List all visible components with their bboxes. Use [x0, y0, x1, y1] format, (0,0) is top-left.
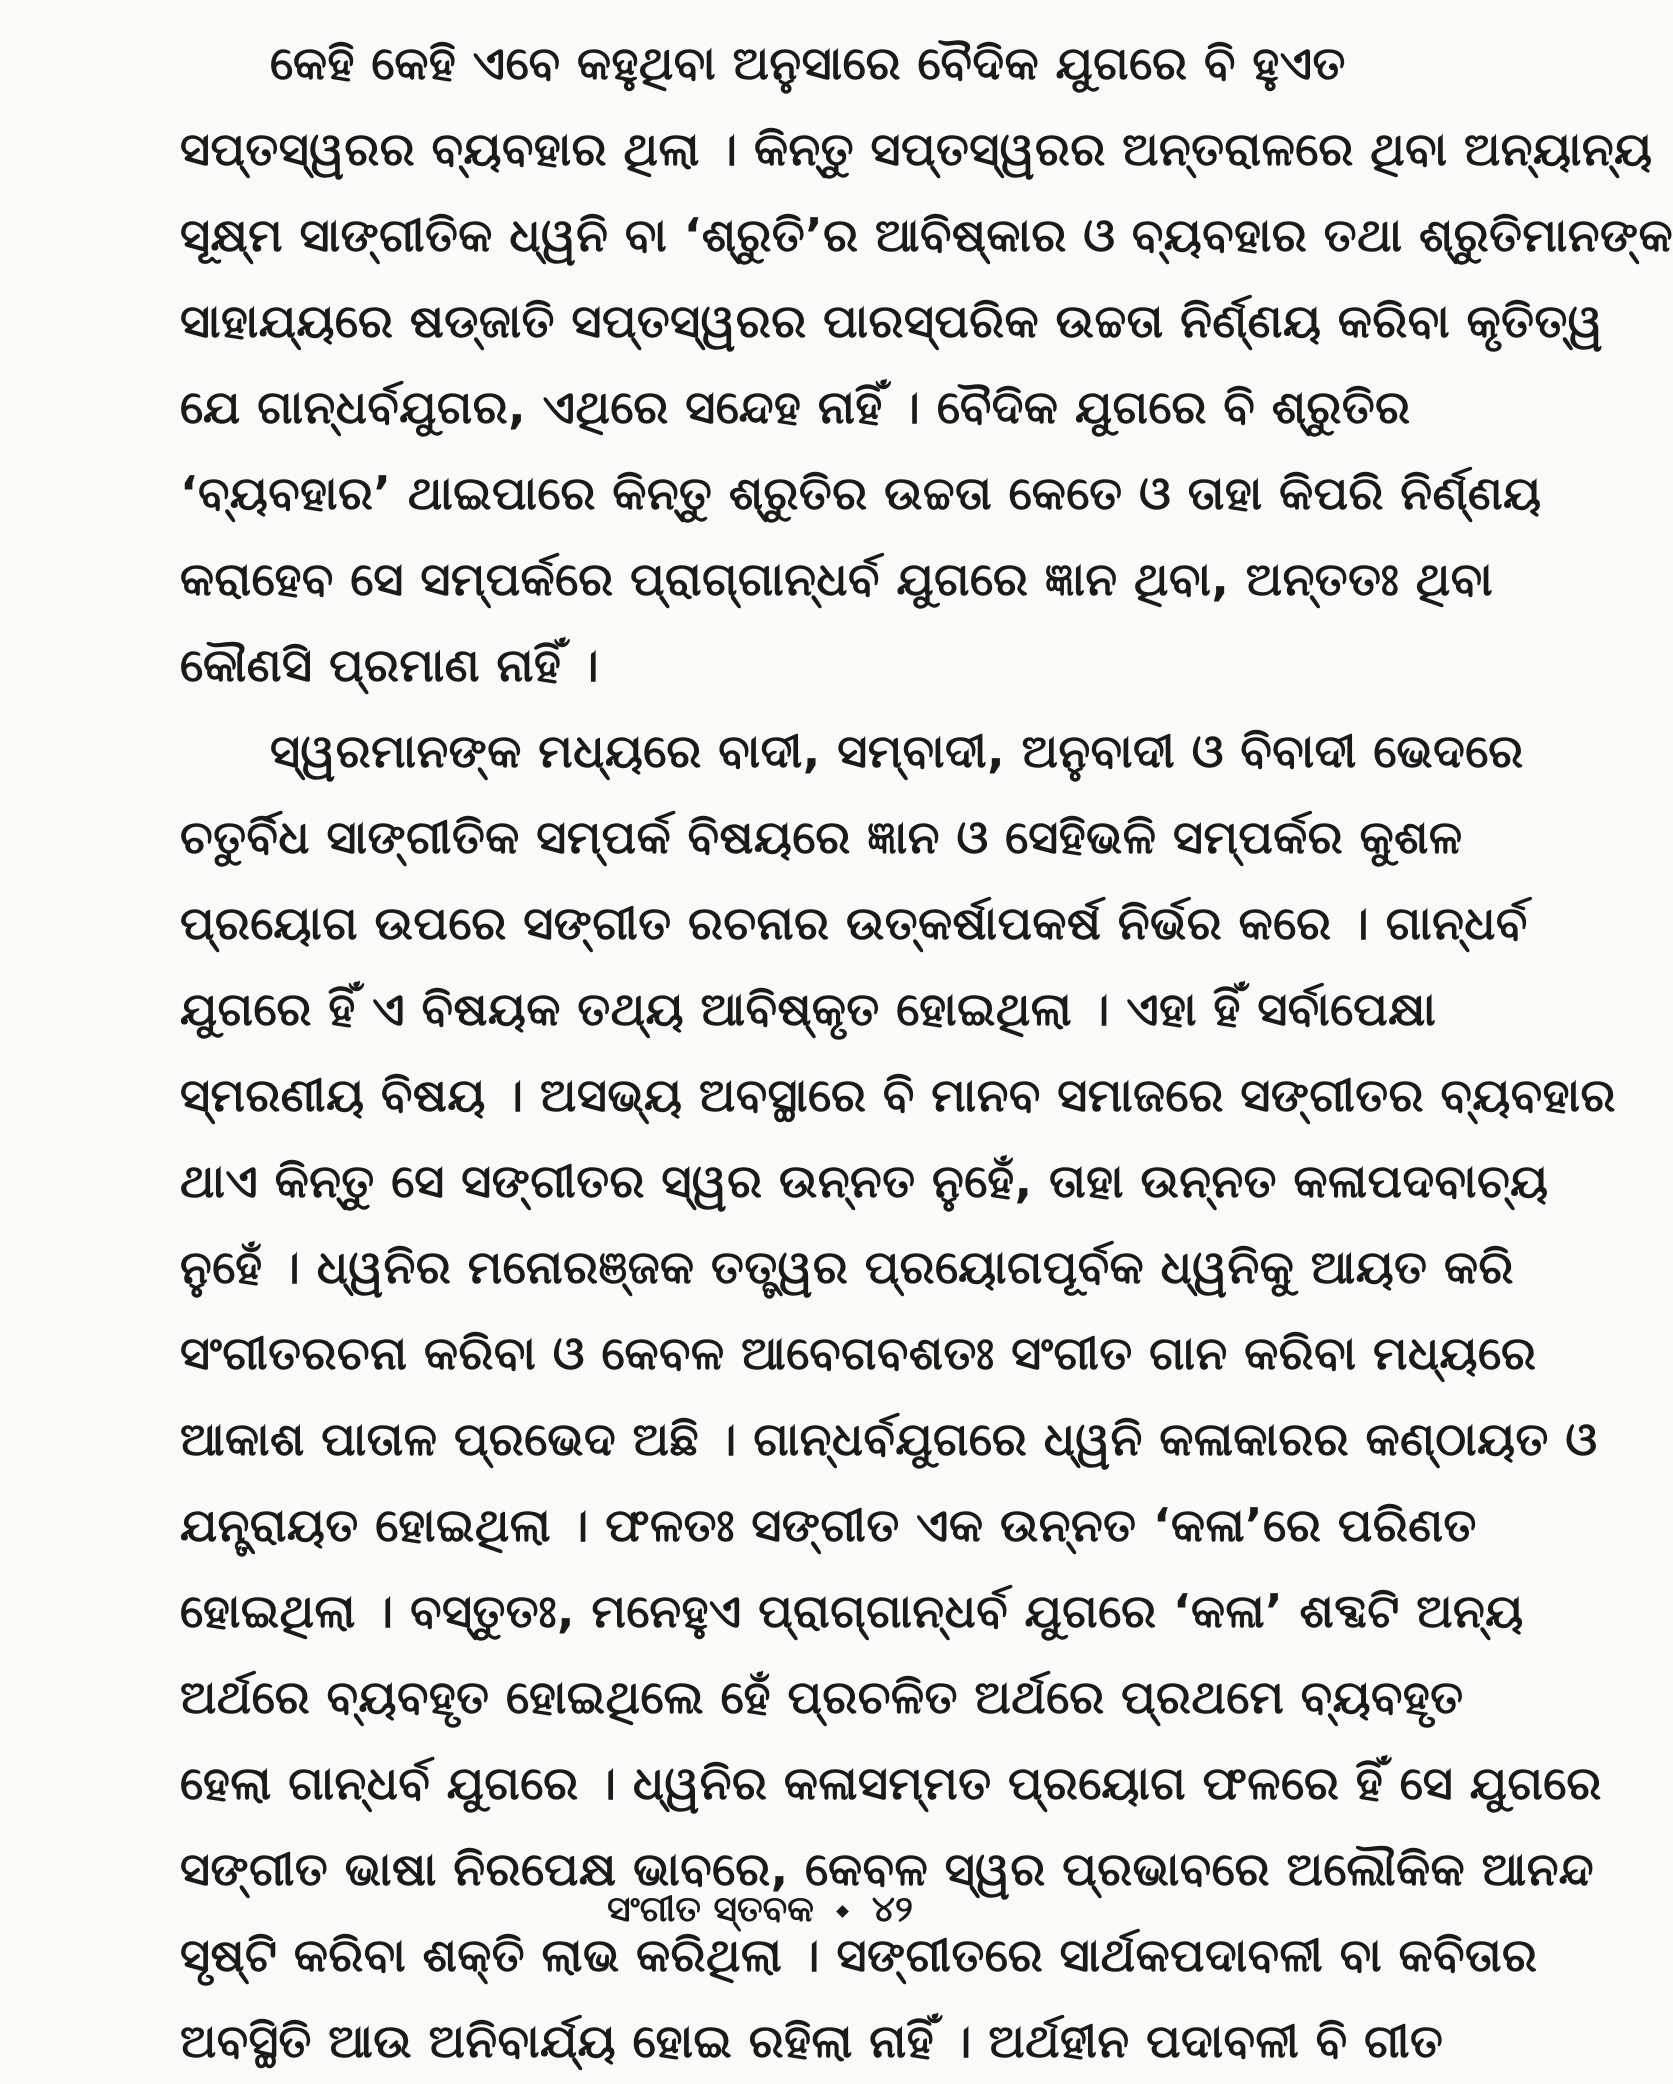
paragraph-1-line-6: ‘ବ୍ୟବହାର’ ଥାଇପାରେ କିନ୍ତୁ ଶ୍ରୁତିର ଉଚ୍ଚତା କେତେ ଓ ତାହା କିପରି ନିର୍ଣ୍ଣୟ — [180, 466, 1542, 520]
paragraph-2-line-8: ସଂଗୀତରଚନା କରିବା ଓ କେବଳ ଆବେଗବଶତଃ ସଂଗୀତ ଗାନ କରିବା ମଧ୍ୟରେ — [180, 1326, 1537, 1380]
paragraph-1-line-2: ସପ୍ତସ୍ୱରର ବ୍ୟବହାର ଥିଲା । କିନ୍ତୁ ସପ୍ତସ୍ୱରର ଅନ୍ତରାଳରେ ଥିବା ଅନ୍ୟାନ୍ୟ — [180, 122, 1653, 176]
diamond-separator-icon — [836, 1905, 849, 1918]
paragraph-2-line-11: ହୋଇଥିଲା । ବସ୍ତୁତଃ, ମନେହୁଏ ପ୍ରାଗ୍‌ଗାନ୍ଧର୍ବ ଯୁଗରେ ‘କଳା’ ଶବ୍ଦଟି ଅନ୍ୟ — [180, 1584, 1524, 1638]
paragraph-2-line-7: ନୁହେଁ । ଧ୍ୱନିର ମନୋରଞ୍ଜକ ତତ୍ତ୍ୱର ପ୍ରୟୋଗପୂର୍ବକ ଧ୍ୱନିକୁ ଆୟତ କରି — [180, 1240, 1514, 1294]
paragraph-2-line-9: ଆକାଶ ପାତାଳ ପ୍ରଭେଦ ଅଛି । ଗାନ୍ଧର୍ବଯୁଗରେ ଧ୍ୱନି କଳାକାରର କଣ୍ଠାୟତ ଓ — [180, 1412, 1598, 1466]
paragraph-2-line-15: ସୃଷ୍ଟି କରିବା ଶକ୍ତି ଲାଭ କରିଥିଲା । ସଙ୍ଗୀତରେ ସାର୍ଥକପଦାବଳୀ ବା କବିତାର — [180, 1928, 1538, 1982]
paragraph-2-line-1: ସ୍ୱରମାନଙ୍କ ମଧ୍ୟରେ ବାଦୀ, ସମ୍ବାଦୀ, ଅନୁବାଦୀ ଓ ବିବାଦୀ ଭେଦରେ — [270, 724, 1524, 778]
paragraph-2-line-16: ଅବସ୍ଥିତି ଆଉ ଅନିବାର୍ଯ୍ୟ ହୋଇ ରହିଲା ନାହିଁ । ଅର୍ଥହୀନ ପଦାବଳୀ ବି ଗୀତ — [180, 2014, 1444, 2068]
page-number: ୪୨ — [871, 1889, 913, 1930]
paragraph-2-line-2: ଚତୁର୍ବିଧ ସାଙ୍ଗୀତିକ ସମ୍ପର୍କ ବିଷୟରେ ଜ୍ଞାନ ଓ ସେହିଭଳି ସମ୍ପର୍କର କୁଶଳ — [180, 810, 1463, 864]
paragraph-2-line-13: ହେଲା ଗାନ୍ଧର୍ବ ଯୁଗରେ । ଧ୍ୱନିର କଳାସମ୍ମତ ପ୍ରୟୋଗ ଫଳରେ ହିଁ ସେ ଯୁଗରେ — [180, 1756, 1602, 1810]
paragraph-1-line-4: ସାହାଯ୍ୟରେ ଷଡ୍‌ଜାତି ସପ୍ତସ୍ୱରର ପାରସ୍ପରିକ ଉଚ୍ଚତା ନିର୍ଣ୍ଣୟ କରିବା କୃତିତ୍ୱ — [180, 294, 1603, 348]
paragraph-2-line-6: ଥାଏ କିନ୍ତୁ ସେ ସଙ୍ଗୀତର ସ୍ୱର ଉନ୍ନତ ନୁହେଁ, ତାହା ଉନ୍ନତ କଳାପଦବାଚ୍ୟ — [180, 1154, 1549, 1208]
footer-book-title: ସଂଗୀତ ସ୍ତବକ — [607, 1889, 814, 1930]
paragraph-1-line-8: କୌଣସି ପ୍ରମାଣ ନାହିଁ । — [180, 638, 600, 692]
paragraph-1-line-7: କରାହେବ ସେ ସମ୍ପର୍କରେ ପ୍ରାଗ୍‌ଗାନ୍ଧର୍ବ ଯୁଗରେ ଜ୍ଞାନ ଥିବା, ଅନ୍ତତଃ ଥିବା — [180, 552, 1494, 606]
paragraph-2-line-10: ଯନ୍ତ୍ରାୟତ ହୋଇଥିଲା । ଫଳତଃ ସଙ୍ଗୀତ ଏକ ଉନ୍ନତ ‘କଳା’ରେ ପରିଣତ — [180, 1498, 1477, 1552]
paragraph-2-line-3: ପ୍ରୟୋଗ ଉପରେ ସଙ୍ଗୀତ ରଚନାର ଉତ୍‌କର୍ଷାପକର୍ଷ ନିର୍ଭର କରେ । ଗାନ୍ଧର୍ବ — [180, 896, 1528, 950]
body-text — [180, 20, 1673, 2084]
page-footer — [180, 1880, 1340, 1940]
paragraph-2-line-14: ସଙ୍ଗୀତ ଭାଷା ନିରପେକ୍ଷ ଭାବରେ, କେବଳ ସ୍ୱର ପ୍ରଭାବରେ ଅଲୌକିକ ଆନନ୍ଦ — [180, 1842, 1595, 1896]
paragraph-1-line-1: କେହି କେହି ଏବେ କହୁଥିବା ଅନୁସାରେ ବୈଦିକ ଯୁଗରେ ବି ହୁଏତ — [270, 36, 1346, 90]
paragraph-1-line-3: ସୂକ୍ଷ୍ମ ସାଙ୍ଗୀତିକ ଧ୍ୱନି ବା ‘ଶ୍ରୁତି’ର ଆବିଷ୍କାର ଓ ବ୍ୟବହାର ତଥା ଶ୍ରୁତିମାନଙ୍କ — [180, 208, 1673, 262]
paragraph-1-line-5: ଯେ ଗାନ୍ଧର୍ବଯୁଗର, ଏଥିରେ ସନ୍ଦେହ ନାହିଁ । ବୈଦିକ ଯୁଗରେ ବି ଶ୍ରୁତିର — [180, 380, 1411, 434]
paragraph-2-line-5: ସ୍ମରଣୀୟ ବିଷୟ । ଅସଭ୍ୟ ଅବସ୍ଥାରେ ବି ମାନବ ସମାଜରେ ସଙ୍ଗୀତର ବ୍ୟବହାର — [180, 1068, 1616, 1122]
document-page — [180, 20, 1673, 2068]
paragraph-2-line-12: ଅର୍ଥରେ ବ୍ୟବହୃତ ହୋଇଥିଲେ ହେଁ ପ୍ରଚଳିତ ଅର୍ଥରେ ପ୍ରଥମେ ବ୍ୟବହୃତ — [180, 1670, 1464, 1724]
paragraph-2-line-4: ଯୁଗରେ ହିଁ ଏ ବିଷୟକ ତଥ୍ୟ ଆବିଷ୍କୃତ ହୋଇଥିଲା । ଏହା ହିଁ ସର୍ବାପେକ୍ଷା — [180, 982, 1437, 1036]
